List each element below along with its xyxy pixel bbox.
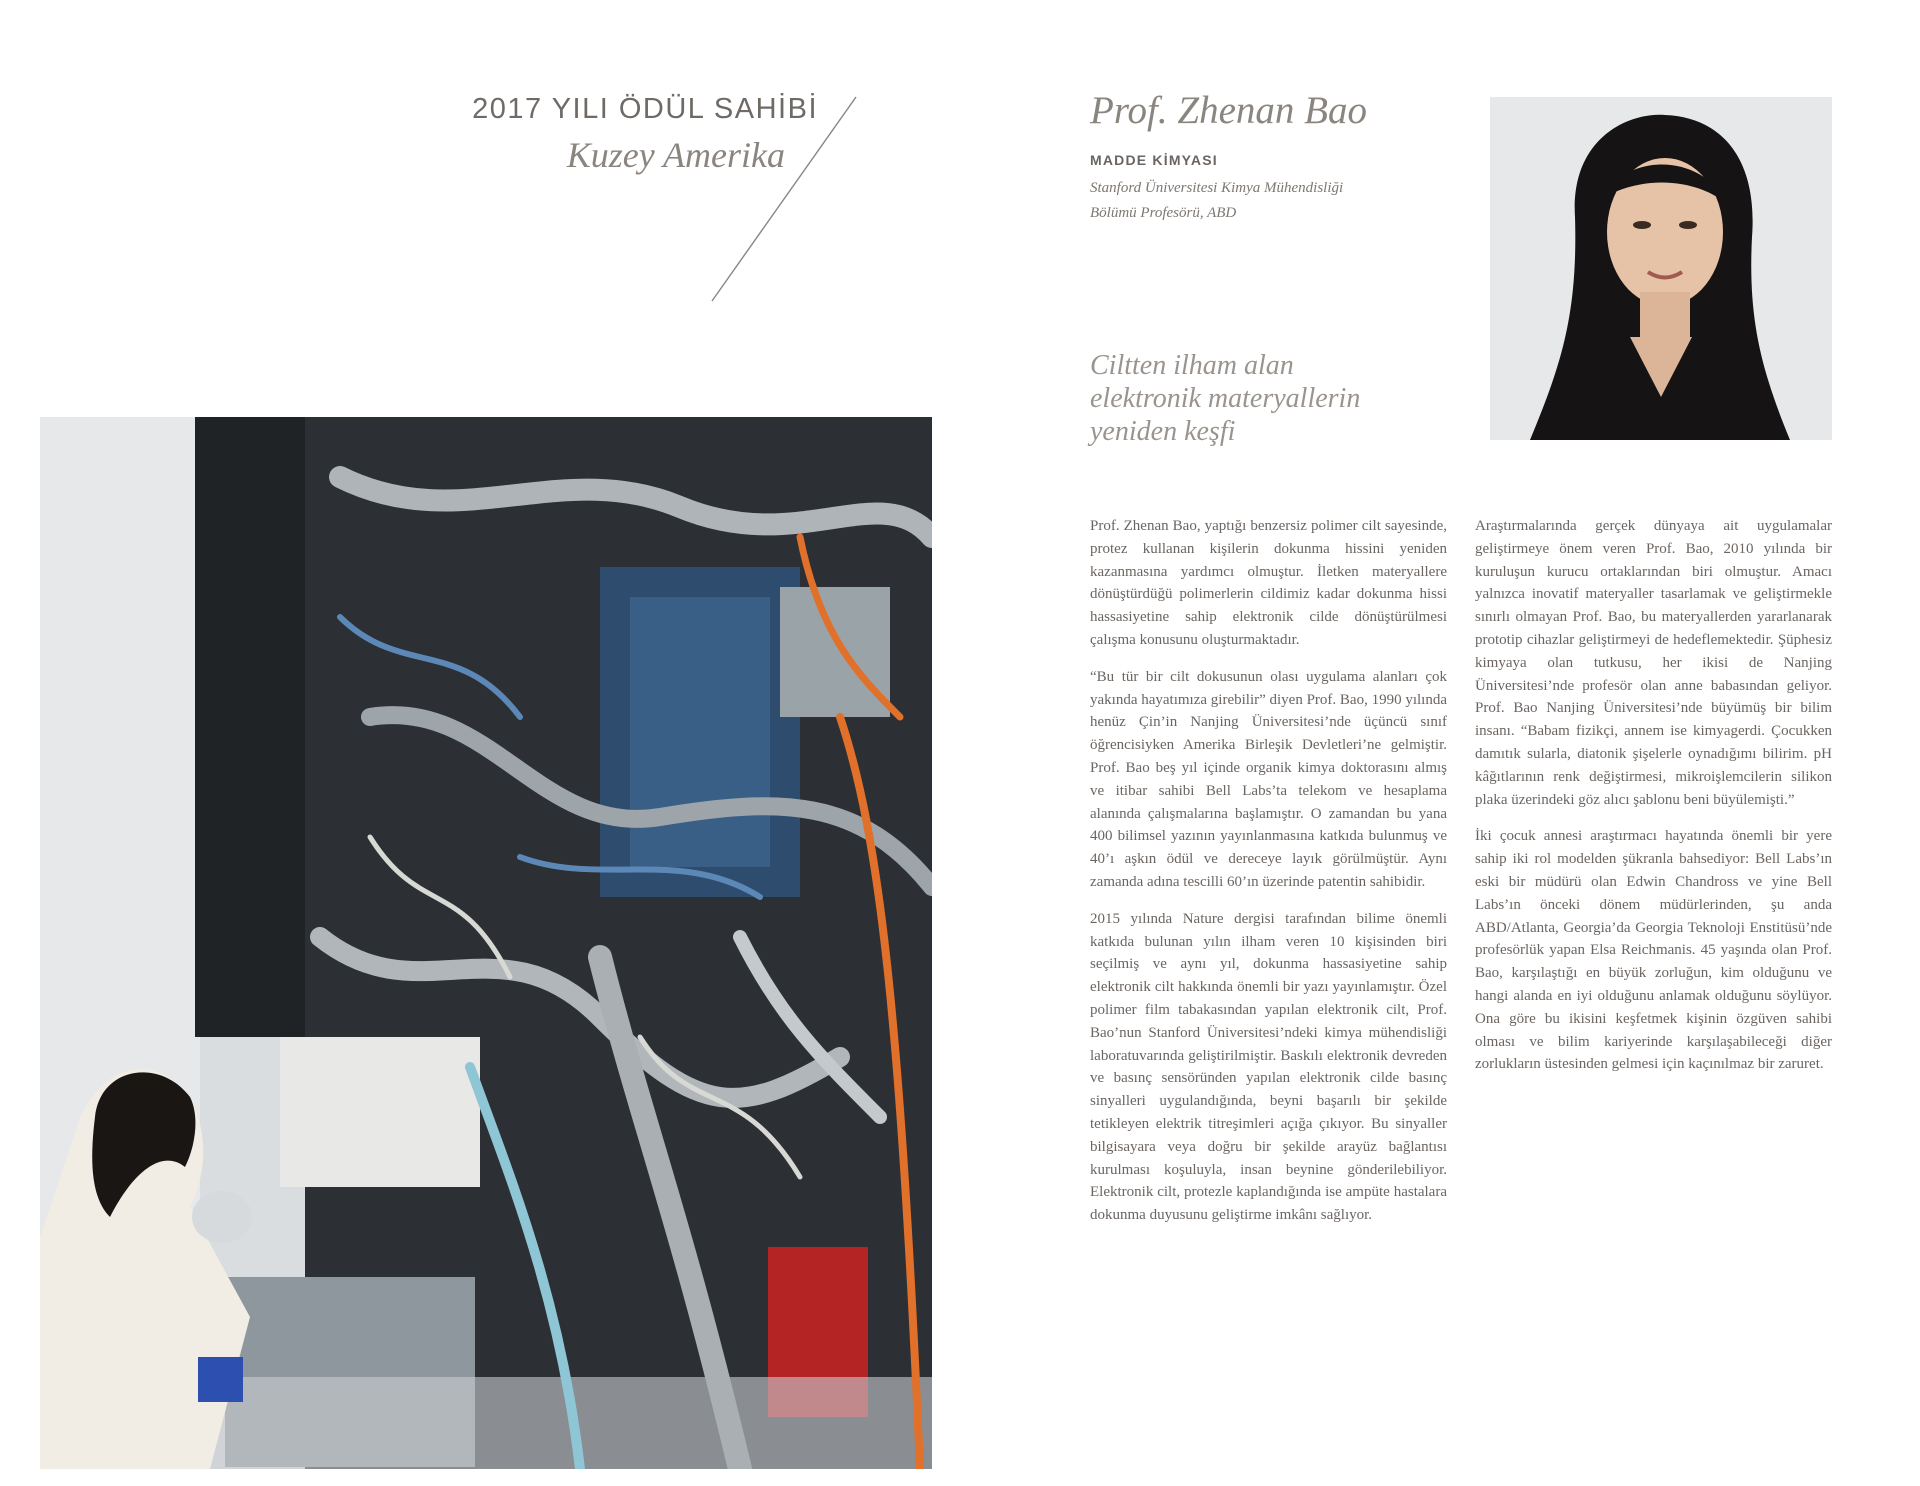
body-paragraph: Araştırmalarında gerçek dünyaya ait uygulamalar geliştirmeye önem veren Prof. Bao, 2010 yılında bir kuruluşun kurucu ortaklarından biri olmuştur. Amacı yalnızca inovatif materyaller tasarlamak ve geliştirmekle sınırlı olmayan Prof. Bao, bu materyallerden yararlanarak prototip cihazlar geliştirmeyi de hedeflemektedir. Şüphesiz kimyaya olan tutkusu, her ikisi de Nanjing Üniversitesi’nde profesör olan anne babasından geliyor. Prof. Bao Nanjing Üniversitesi’nde büyümüş bir bilim insanı. “Babam fizikçi, annem ise kimyagerdi. Çocukken damıtık sularla, diatonik şişelerle oynadığımı bilirim. pH kâğıtlarının renk değiştirmesi, mikroişlemcilerin silikon plaka üzerindeki göz alıcı şablonu beni büyülemişti.” xyxy=(1475,518,1832,808)
body-column-right xyxy=(1475,515,1832,1090)
body-paragraph: Prof. Zhenan Bao, yaptığı benzersiz polimer cilt sayesinde, protez kullanan kişilerin dokunma hissini yeniden kazanmasına yardımcı olmuştur. İletken materyallere dönüştürdüğü polimerlerin cildimiz kadar dokunma hissi hassasiyetine sahip elektronik cilde dönüştürülmesi çalışma konusunu oluşturmaktadır. xyxy=(1090,518,1447,648)
headline-line: Ciltten ilham alan xyxy=(1090,350,1294,381)
person-name: Prof. Zhenan Bao xyxy=(1090,89,1367,132)
headline-line: elektronik materyallerin xyxy=(1090,383,1361,414)
headline-line: yeniden keşfi xyxy=(1090,416,1236,447)
body-column-left xyxy=(1090,515,1447,1241)
affiliation-line: Stanford Üniversitesi Kimya Mühendisliği xyxy=(1090,180,1344,196)
category-label: MADDE KİMYASI xyxy=(1090,152,1218,168)
body-paragraph: İki çocuk annesi araştırmacı hayatında önemli bir yere sahip iki rol modelden şükranla bahsediyor: Bell Labs’ın eski bir müdürü olan Edwin Chandross ve yine Bell Labs’ın önceki dönem müdürlerinden, şu anda ABD/Atlanta, Georgia’da Georgia Teknoloji Enstitüsü’nde profesörlük yapan Elsa Reichmanis. 45 yaşında olan Prof. Bao, karşılaştığı en büyük zorluğun, kim olduğunu ve hangi alanda en iyi olduğunu anlamak olduğunu söylüyor. Ona göre bu ikisini keşfetmek kişinin özgüven sahibi olması ve bilim kariyerinde karşılaşabileceği diğer zorlukların üstesinden gelmesi için kaçınılmaz bir zaruret. xyxy=(1475,828,1832,1073)
article-headline xyxy=(1090,349,1430,448)
lab-photo xyxy=(40,417,932,1469)
affiliation-line: Bölümü Profesörü, ABD xyxy=(1090,205,1237,221)
affiliation xyxy=(1090,176,1410,226)
body-paragraph: 2015 yılında Nature dergisi tarafından bilime önemli katkıda bulunan yılın ilham veren 10 kişisinden biri seçilmiş ve aynı yıl, dokunma hassasiyetine sahip elektronik cilt hakkında önemli bir yazı yayınlamıştır. Özel polimer film tabakasından yapılan elektronik cilt, Prof. Bao’nun Stanford Üniversitesi’ndeki kimya mühendisliği laboratuvarında geliştirilmiştir. Baskılı elektronik devreden ve basınç sensöründen yapılan elektronik cilde basınç sinyalleri uygulandığında, beyni başarılı bir şekilde tetikleyen elektrik titreşimleri açığa çıkıyor. Bu sinyaller bilgisayara veya doğru bir şekilde arayüz bağlantısı kurulması koşuluyla, insan beynine gönderilebiliyor. Elektronik cilt, protezle kaplandığında ise ampüte hastalara dokunma duyusunu geliştirme imkânı sağlıyor. xyxy=(1090,910,1447,1224)
portrait-photo xyxy=(1490,97,1832,440)
diagonal-divider-line xyxy=(700,95,860,305)
award-region-heading: Kuzey Amerika xyxy=(566,135,785,175)
award-year-heading: 2017 YILI ÖDÜL SAHİBİ xyxy=(472,93,818,125)
body-paragraph: “Bu tür bir cilt dokusunun olası uygulama alanları çok yakında hayatımıza girebilir” diyen Prof. Bao, 1990 yılında henüz Çin’in Nanjing Üniversitesi’nde üçüncü sınıf öğrencisiyken Amerika Birleşik Devletleri’ne gelmiştir. Prof. Bao beş yıl içinde organik kimya doktorasını almış ve itibar sahibi Bell Labs’ta telekom ve hesaplama alanında çalışmalarına başlamıştır. O zamandan bu yana 400 bilimsel yazının yayınlanmasına katkıda bulunmuş ve 40’ı aşkın ödül ve dereceye layık görülmüştür. Aynı zamanda adına tescilli 60’ın üzerinde patentin sahibidir. xyxy=(1090,668,1447,890)
